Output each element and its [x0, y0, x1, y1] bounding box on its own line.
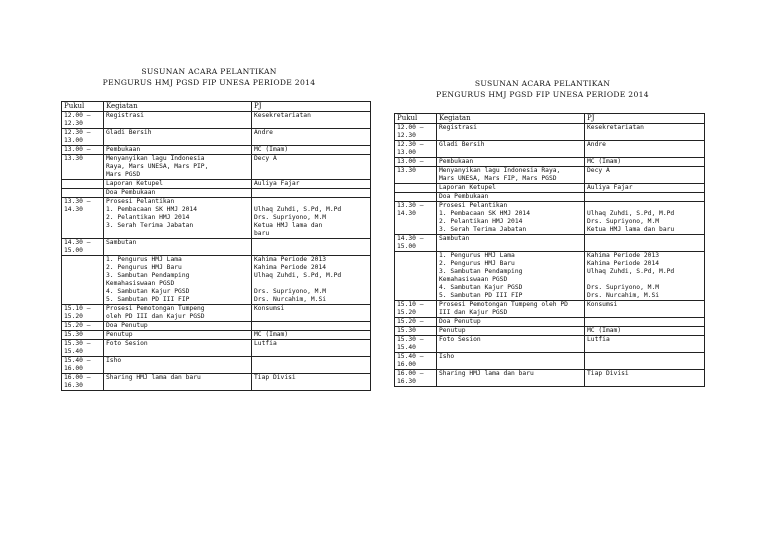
- table-row: [62, 189, 371, 198]
- cell-time-line: 16.00: [397, 361, 416, 368]
- cell-pj: [252, 331, 371, 340]
- cell-activity-line: 2. Pelantikan HMJ 2014: [439, 218, 523, 225]
- table-row: [395, 235, 705, 252]
- cell-pj: [585, 252, 705, 301]
- cell-time-line: 15.40: [397, 344, 416, 351]
- header-kegiatan: Kegiatan: [104, 102, 252, 112]
- cell-pj: [585, 124, 705, 141]
- cell-activity: [437, 202, 585, 235]
- cell-activity: [437, 235, 585, 252]
- cell-time: [62, 374, 104, 391]
- cell-activity-line: oleh PD III dan Kajur PGSD: [106, 313, 205, 320]
- cell-time-line: 15.20 –: [64, 322, 91, 329]
- cell-activity-line: 4. Sambutan Kajur PGSD: [106, 288, 190, 295]
- doc-title-line1: SUSUNAN ACARA PELANTIKAN: [141, 67, 277, 76]
- table-row: [62, 112, 371, 129]
- cell-pj-line: Lutfia: [254, 340, 277, 347]
- table-row: [395, 252, 705, 301]
- cell-pj: [252, 146, 371, 155]
- cell-activity-line: Kemahasiswaan PGSD: [106, 280, 175, 287]
- cell-time: [395, 184, 437, 193]
- table-row: [395, 327, 705, 336]
- cell-activity: [437, 124, 585, 141]
- schedule-document-right: [394, 78, 705, 387]
- cell-time: [395, 327, 437, 336]
- cell-pj-line: [587, 276, 702, 284]
- cell-pj-line: MC (Imam): [587, 158, 622, 165]
- cell-pj-line: Tiap Divisi: [254, 374, 296, 381]
- cell-pj: [585, 193, 705, 202]
- cell-activity-line: Laporan Ketupel: [439, 184, 496, 191]
- cell-pj: [585, 301, 705, 318]
- cell-activity: [104, 322, 252, 331]
- cell-time-line: 13.30 –: [64, 198, 91, 205]
- doc-title-line2: PENGURUS HMJ PGSD FIP UNESA PERIODE 2014: [102, 78, 316, 87]
- cell-activity: [104, 198, 252, 239]
- cell-time-line: 15.40 –: [64, 357, 91, 364]
- cell-activity-line: Kemahasiswaan PGSD: [439, 276, 508, 283]
- cell-activity: [104, 374, 252, 391]
- cell-pj-line: [254, 322, 368, 330]
- cell-time: [62, 305, 104, 322]
- cell-activity-line: 4. Sambutan Kajur PGSD: [439, 284, 523, 291]
- cell-pj-line: [254, 357, 368, 365]
- cell-pj-line: Drs. Supriyono, M.M: [254, 288, 327, 295]
- cell-time-line: 14.30 –: [64, 239, 91, 246]
- table-row: [395, 158, 705, 167]
- cell-time-line: 15.20 –: [397, 318, 424, 325]
- cell-pj-line: Lutfia: [587, 336, 610, 343]
- cell-activity: [104, 331, 252, 340]
- cell-pj-line: Auliya Fajar: [587, 184, 633, 191]
- cell-pj-line: Konsumsi: [587, 301, 618, 308]
- cell-time-line: 13.30: [64, 155, 83, 162]
- schedule-table: [61, 101, 371, 391]
- cell-pj-line: [254, 189, 368, 197]
- cell-time-line: 12.30 –: [397, 141, 424, 148]
- cell-time: [395, 301, 437, 318]
- cell-pj-line: Decy A: [587, 167, 610, 174]
- cell-pj-line: Drs. Supriyono, M.M: [587, 284, 660, 291]
- cell-time: [395, 124, 437, 141]
- cell-activity-line: Prosesi Pelantikan: [439, 202, 508, 209]
- cell-pj-line: Kahima Periode 2013: [587, 252, 660, 259]
- cell-time-line: 13.00: [397, 149, 416, 156]
- cell-activity: [437, 327, 585, 336]
- cell-pj-line: Decy A: [254, 155, 277, 162]
- cell-pj: [585, 184, 705, 193]
- cell-activity: [437, 141, 585, 158]
- cell-pj-line: Andre: [587, 141, 606, 148]
- cell-pj: [252, 112, 371, 129]
- cell-time: [62, 189, 104, 198]
- cell-pj-line: Kahima Periode 2014: [587, 260, 660, 267]
- cell-activity-line: Foto Sesion: [106, 340, 148, 347]
- table-row: [62, 180, 371, 189]
- cell-activity: [104, 340, 252, 357]
- cell-pj-line: [587, 193, 702, 201]
- table-row: [395, 318, 705, 327]
- cell-time-line: 15.20: [64, 313, 83, 320]
- cell-time-line: 12.30: [397, 132, 416, 139]
- cell-pj-line: Ulhaq Zuhdi, S.Pd, M.Pd: [254, 206, 342, 213]
- cell-activity-line: 2. Pengurus HMJ Baru: [106, 264, 182, 271]
- cell-activity-line: Mars UNESA, Mars FIP, Mars PGSD: [439, 175, 557, 182]
- cell-activity-line: 1. Pembacaan SK HMJ 2014: [439, 210, 530, 217]
- cell-activity: [437, 252, 585, 301]
- cell-activity: [437, 353, 585, 370]
- doc-title-line1: SUSUNAN ACARA PELANTIKAN: [474, 79, 611, 88]
- cell-time: [395, 336, 437, 353]
- cell-pj: [252, 189, 371, 198]
- table-row: [62, 129, 371, 146]
- cell-activity-line: Prosesi Pemotongan Tumpeng: [106, 305, 205, 312]
- table-row: [395, 167, 705, 184]
- cell-time: [395, 167, 437, 184]
- cell-activity: [104, 146, 252, 155]
- cell-activity-line: Gladi Bersih: [106, 129, 152, 136]
- cell-activity-line: 5. Sambutan PD III FIP: [106, 296, 190, 303]
- cell-pj: [252, 256, 371, 305]
- cell-time-line: 14.30: [397, 210, 416, 217]
- cell-pj-line: MC (Imam): [254, 146, 289, 153]
- cell-pj-line: [254, 280, 368, 288]
- cell-time-line: 15.00: [64, 247, 83, 254]
- cell-pj-line: [254, 239, 368, 247]
- table-row: [395, 336, 705, 353]
- cell-activity: [437, 167, 585, 184]
- schedule-table: [394, 113, 705, 387]
- cell-time-line: [64, 180, 101, 188]
- cell-activity-line: 1. Pengurus HMJ Lama: [439, 252, 515, 259]
- table-row: [62, 239, 371, 256]
- table-row: [62, 322, 371, 331]
- cell-time-line: [397, 252, 434, 260]
- cell-pj-line: Drs. Supriyono, M.M: [587, 218, 660, 225]
- cell-pj: [585, 370, 705, 387]
- cell-time-line: 12.00 –: [64, 112, 91, 119]
- cell-pj: [585, 202, 705, 235]
- cell-pj: [252, 357, 371, 374]
- cell-pj-line: Tiap Divisi: [587, 370, 629, 377]
- schedule-document-left: [61, 66, 371, 391]
- cell-activity-line: 3. Serah Terima Jabatan: [439, 226, 527, 233]
- cell-activity-line: Doa Penutup: [106, 322, 148, 329]
- cell-time: [62, 340, 104, 357]
- table-header-row: [395, 114, 705, 124]
- cell-pj-line: [587, 202, 702, 210]
- cell-pj-line: Ketua HMJ lama dan baru: [587, 226, 675, 233]
- cell-pj-line: Ulhaq Zuhdi, S.Pd, M.Pd: [587, 268, 675, 275]
- cell-activity: [104, 129, 252, 146]
- cell-pj-line: [587, 235, 702, 243]
- cell-time-line: 15.40 –: [397, 353, 424, 360]
- cell-activity-line: Laporan Ketupel: [106, 180, 163, 187]
- cell-time-line: 15.00: [397, 243, 416, 250]
- table-row: [395, 141, 705, 158]
- cell-pj: [585, 327, 705, 336]
- cell-activity-line: Sambutan: [439, 235, 470, 242]
- cell-pj-line: baru: [254, 230, 270, 237]
- cell-pj-line: Ulhaq Zuhdi, S.Pd, M.Pd: [254, 272, 342, 279]
- cell-pj: [585, 318, 705, 327]
- cell-activity-line: 2. Pengurus HMJ Baru: [439, 260, 515, 267]
- cell-activity-line: Prosesi Pelantikan: [106, 198, 175, 205]
- cell-time-line: [397, 193, 434, 201]
- table-row: [62, 374, 371, 391]
- cell-time: [395, 252, 437, 301]
- cell-activity-line: Menyanyikan lagu Indonesia Raya,: [439, 167, 561, 174]
- cell-pj-line: MC (Imam): [587, 327, 622, 334]
- cell-time: [395, 141, 437, 158]
- cell-activity-line: 3. Sambutan Pendamping: [439, 268, 523, 275]
- header-pj: PJ: [252, 102, 371, 112]
- cell-time-line: 15.40: [64, 348, 83, 355]
- cell-pj: [252, 129, 371, 146]
- cell-time: [62, 256, 104, 305]
- cell-pj: [585, 353, 705, 370]
- cell-pj-line: [254, 198, 368, 206]
- cell-activity-line: Isho: [439, 353, 455, 360]
- doc-title-line2: PENGURUS HMJ PGSD FIP UNESA PERIODE 2014: [436, 90, 649, 99]
- cell-time: [62, 155, 104, 180]
- cell-pj: [585, 141, 705, 158]
- header-kegiatan: Kegiatan: [437, 114, 585, 124]
- cell-pj: [585, 235, 705, 252]
- cell-activity-line: 1. Pembacaan SK HMJ 2014: [106, 206, 197, 213]
- cell-activity-line: III dan Kajur PGSD: [439, 309, 508, 316]
- cell-pj-line: Andre: [254, 129, 273, 136]
- cell-activity-line: Isho: [106, 357, 122, 364]
- table-row: [62, 256, 371, 305]
- schedule-body: [395, 124, 705, 387]
- cell-pj-line: Konsumsi: [254, 305, 285, 312]
- cell-pj: [252, 155, 371, 180]
- table-row: [62, 198, 371, 239]
- cell-time: [62, 322, 104, 331]
- cell-activity-line: Gladi Bersih: [439, 141, 485, 148]
- cell-activity-line: 2. Pelantikan HMJ 2014: [106, 214, 190, 221]
- cell-activity: [437, 336, 585, 353]
- cell-pj-line: [587, 318, 702, 326]
- table-row: [62, 340, 371, 357]
- table-row: [395, 124, 705, 141]
- cell-pj: [252, 180, 371, 189]
- cell-time: [395, 370, 437, 387]
- cell-time-line: 16.00: [64, 365, 83, 372]
- table-row: [62, 305, 371, 322]
- cell-activity-line: 1. Pengurus HMJ Lama: [106, 256, 182, 263]
- cell-pj: [252, 198, 371, 239]
- cell-activity: [437, 318, 585, 327]
- cell-activity-line: Mars PGSD: [106, 171, 141, 178]
- cell-activity: [104, 357, 252, 374]
- cell-time-line: 16.30: [397, 378, 416, 385]
- cell-time-line: 16.30: [64, 382, 83, 389]
- header-pukul: Pukul: [395, 114, 437, 124]
- cell-pj-line: Kahima Periode 2014: [254, 264, 327, 271]
- cell-activity: [104, 256, 252, 305]
- cell-activity-line: Sharing HMJ lama dan baru: [439, 370, 534, 377]
- cell-activity: [437, 370, 585, 387]
- cell-activity-line: Foto Sesion: [439, 336, 481, 343]
- cell-activity: [437, 193, 585, 202]
- cell-activity-line: Doa Pembukaan: [106, 189, 156, 196]
- cell-activity: [437, 301, 585, 318]
- cell-time-line: 14.30 –: [397, 235, 424, 242]
- cell-time: [62, 357, 104, 374]
- cell-pj: [252, 374, 371, 391]
- cell-time-line: 13.00: [64, 137, 83, 144]
- cell-time: [62, 198, 104, 239]
- cell-time-line: 13.30 –: [397, 202, 424, 209]
- cell-activity-line: 3. Serah Terima Jabatan: [106, 222, 194, 229]
- cell-time-line: [64, 189, 101, 197]
- cell-pj-line: [587, 353, 702, 361]
- cell-time-line: 15.30 –: [397, 336, 424, 343]
- cell-pj-line: Ketua HMJ lama dan: [254, 222, 323, 229]
- cell-activity-line: Pembukaan: [439, 158, 474, 165]
- cell-time-line: 13.00 –: [64, 146, 91, 153]
- cell-activity-line: 3. Sambutan Pendamping: [106, 272, 190, 279]
- cell-time: [62, 331, 104, 340]
- cell-time: [395, 158, 437, 167]
- cell-time: [395, 318, 437, 327]
- cell-pj: [585, 167, 705, 184]
- cell-time-line: [397, 184, 434, 192]
- cell-activity-line: Sharing HMJ lama dan baru: [106, 374, 201, 381]
- cell-activity: [104, 112, 252, 129]
- cell-activity: [104, 239, 252, 256]
- cell-activity-line: Doa Penutup: [439, 318, 481, 325]
- cell-time-line: 15.30: [397, 327, 416, 334]
- cell-time-line: 15.30: [64, 331, 83, 338]
- cell-pj-line: Ulhaq Zuhdi, S.Pd, M.Pd: [587, 210, 675, 217]
- cell-time: [62, 129, 104, 146]
- header-pukul: Pukul: [62, 102, 104, 112]
- cell-time: [395, 235, 437, 252]
- cell-activity-line: Registrasi: [106, 112, 144, 119]
- cell-activity-line: 5. Sambutan PD III FIP: [439, 292, 523, 299]
- cell-time-line: 14.30: [64, 206, 83, 213]
- cell-activity-line: Prosesi Pemotongan Tumpeng oleh PD: [439, 301, 568, 308]
- table-row: [395, 370, 705, 387]
- cell-pj-line: Drs. Nurcahim, M.Si: [587, 292, 660, 299]
- cell-activity-line: Menyanyikan lagu Indonesia: [106, 155, 205, 162]
- cell-time: [395, 193, 437, 202]
- cell-time: [62, 180, 104, 189]
- cell-time-line: [64, 256, 101, 264]
- table-row: [62, 155, 371, 180]
- cell-activity-line: Raya, Mars UNESA, Mars PIP,: [106, 163, 209, 170]
- cell-pj: [252, 305, 371, 322]
- cell-pj-line: Drs. Supriyono, M.M: [254, 214, 327, 221]
- cell-activity: [104, 180, 252, 189]
- table-row: [62, 331, 371, 340]
- cell-time-line: 15.10 –: [397, 301, 424, 308]
- cell-pj-line: Kahima Periode 2013: [254, 256, 327, 263]
- table-row: [395, 193, 705, 202]
- table-row: [395, 202, 705, 235]
- table-row: [62, 357, 371, 374]
- cell-activity: [437, 158, 585, 167]
- cell-pj-line: MC (Imam): [254, 331, 289, 338]
- cell-time-line: 13.00 –: [397, 158, 424, 165]
- cell-activity-line: Registrasi: [439, 124, 477, 131]
- cell-time-line: 12.30 –: [64, 129, 91, 136]
- table-row: [395, 184, 705, 193]
- cell-activity-line: Sambutan: [106, 239, 137, 246]
- cell-activity: [104, 189, 252, 198]
- cell-time-line: 15.10 –: [64, 305, 91, 312]
- cell-time-line: 12.00 –: [397, 124, 424, 131]
- cell-activity-line: Penutup: [439, 327, 466, 334]
- cell-time-line: 15.30 –: [64, 340, 91, 347]
- table-row: [395, 353, 705, 370]
- cell-pj: [252, 322, 371, 331]
- cell-pj: [585, 158, 705, 167]
- cell-pj: [252, 239, 371, 256]
- schedule-body: [62, 112, 371, 391]
- cell-activity: [437, 184, 585, 193]
- cell-pj: [252, 340, 371, 357]
- cell-time-line: 16.00 –: [64, 374, 91, 381]
- cell-activity: [104, 305, 252, 322]
- header-pj: PJ: [585, 114, 705, 124]
- cell-pj-line: Kesekretariatan: [254, 112, 311, 119]
- cell-pj-line: Drs. Nurcahim, M.Si: [254, 296, 327, 303]
- cell-pj: [585, 336, 705, 353]
- cell-time: [62, 239, 104, 256]
- table-header-row: [62, 102, 371, 112]
- cell-time: [62, 146, 104, 155]
- cell-time-line: 15.20: [397, 309, 416, 316]
- cell-pj-line: Kesekretariatan: [587, 124, 644, 131]
- cell-time-line: 12.30: [64, 120, 83, 127]
- cell-time: [62, 112, 104, 129]
- cell-time: [395, 202, 437, 235]
- cell-time-line: 13.30: [397, 167, 416, 174]
- table-row: [395, 301, 705, 318]
- cell-time-line: 16.00 –: [397, 370, 424, 377]
- cell-activity-line: Doa Pembukaan: [439, 193, 489, 200]
- cell-activity: [104, 155, 252, 180]
- cell-time: [395, 353, 437, 370]
- table-row: [62, 146, 371, 155]
- cell-pj-line: Auliya Fajar: [254, 180, 300, 187]
- cell-activity-line: Penutup: [106, 331, 133, 338]
- cell-activity-line: Pembukaan: [106, 146, 141, 153]
